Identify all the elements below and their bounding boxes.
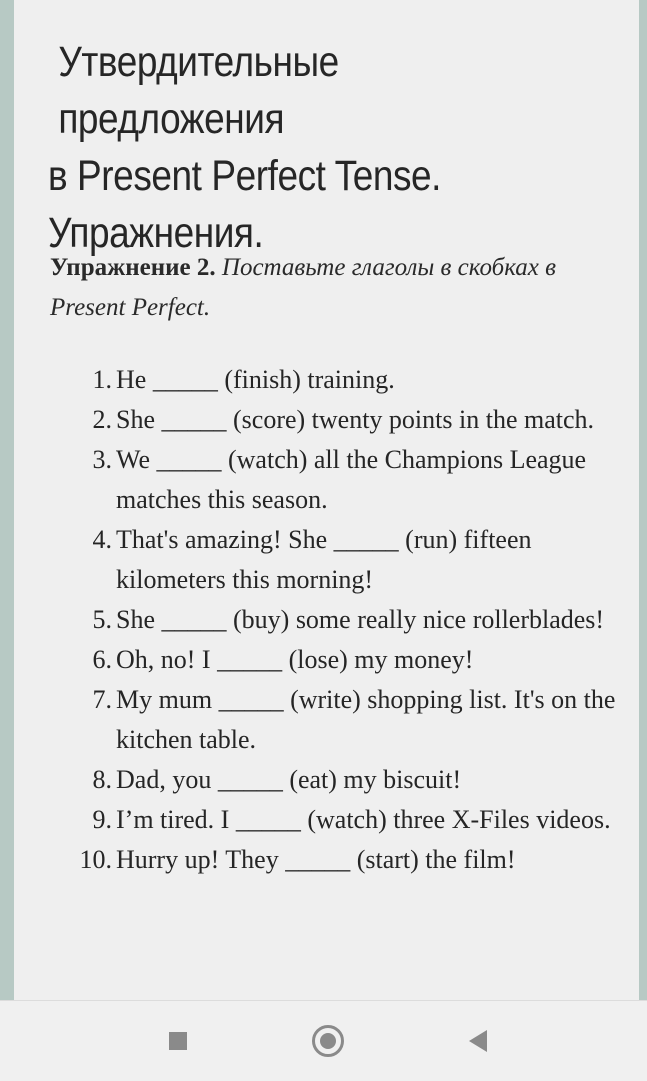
task-label: Упражнение 2. bbox=[50, 254, 216, 281]
exercise-item bbox=[70, 840, 630, 880]
exercise-number: 7. bbox=[92, 685, 112, 714]
exercise-item bbox=[70, 680, 630, 760]
exercise-number: 6. bbox=[92, 645, 112, 674]
title-line-1: Утвердительные предложения bbox=[58, 38, 339, 143]
exercise-number: 10. bbox=[79, 845, 112, 874]
exercise-item bbox=[70, 640, 630, 680]
exercise-text: She _____ (buy) some really nice rollerblades! bbox=[116, 605, 605, 634]
page-title bbox=[48, 34, 547, 262]
task-text: Поставьте глаголы в скобках в Present Perfect. bbox=[50, 254, 556, 321]
exercise-text: She _____ (score) twenty points in the match. bbox=[116, 405, 595, 434]
exercise-item bbox=[70, 800, 630, 840]
exercise-number: 2. bbox=[92, 405, 112, 434]
task-instruction bbox=[50, 248, 610, 328]
exercise-text: My mum _____ (write) shopping list. It's on the kitchen table. bbox=[116, 685, 616, 754]
exercise-text: He _____ (finish) training. bbox=[116, 365, 395, 394]
document-page bbox=[14, 0, 639, 1000]
exercise-number: 8. bbox=[92, 765, 112, 794]
exercise-text: Hurry up! They _____ (start) the film! bbox=[116, 845, 516, 874]
exercise-text: We _____ (watch) all the Champions League matches this season. bbox=[116, 445, 587, 514]
exercise-number: 5. bbox=[92, 605, 112, 634]
exercise-text: Dad, you _____ (eat) my biscuit! bbox=[116, 765, 462, 794]
exercise-item bbox=[70, 760, 630, 800]
exercise-item bbox=[70, 400, 630, 440]
exercise-item bbox=[70, 600, 630, 640]
title-line-2: в Present Perfect Tense. bbox=[48, 152, 442, 200]
exercise-item bbox=[70, 520, 630, 600]
exercise-number: 3. bbox=[92, 445, 112, 474]
title-line-3: Упражнения. bbox=[48, 209, 264, 257]
exercise-text: I’m tired. I _____ (watch) three X-Files videos. bbox=[116, 805, 611, 834]
recent-apps-icon[interactable] bbox=[158, 1021, 198, 1061]
exercise-item bbox=[70, 360, 630, 400]
exercise-text: That's amazing! She _____ (run) fifteen kilometers this morning! bbox=[116, 525, 532, 594]
exercise-item bbox=[70, 440, 630, 520]
exercise-text: Oh, no! I _____ (lose) my money! bbox=[116, 645, 474, 674]
exercise-list bbox=[70, 360, 630, 880]
home-icon[interactable] bbox=[308, 1021, 348, 1061]
exercise-number: 4. bbox=[92, 525, 112, 554]
exercise-number: 9. bbox=[92, 805, 112, 834]
navigation-bar bbox=[0, 1000, 647, 1081]
exercise-number: 1. bbox=[92, 365, 112, 394]
back-icon[interactable] bbox=[458, 1021, 498, 1061]
